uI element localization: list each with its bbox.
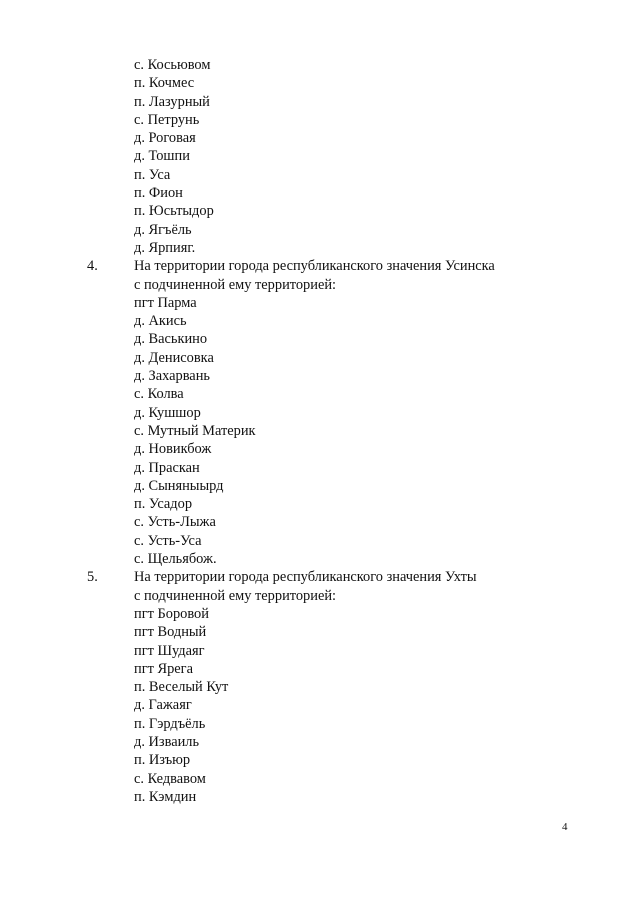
list-item bbox=[0, 404, 640, 422]
list-item bbox=[0, 56, 640, 74]
list-item bbox=[0, 696, 640, 714]
list-item bbox=[0, 660, 640, 678]
list-item bbox=[0, 770, 640, 788]
settlement-name: п. Изъюр bbox=[134, 752, 191, 769]
settlement-name: с. Усть-Лыжа bbox=[134, 514, 216, 531]
settlement-name: д. Ярпияг. bbox=[134, 239, 196, 256]
list-item bbox=[0, 513, 640, 531]
settlement-name: п. Веселый Кут bbox=[134, 679, 229, 696]
settlement-name: с. Косьювом bbox=[134, 57, 211, 73]
list-item bbox=[0, 184, 640, 202]
list-item bbox=[0, 166, 640, 184]
list-item bbox=[0, 788, 640, 806]
list-item bbox=[0, 367, 640, 385]
section-number: 4. bbox=[87, 258, 98, 275]
settlement-name: п. Уса bbox=[134, 166, 171, 183]
list-item bbox=[0, 623, 640, 641]
list-item bbox=[0, 532, 640, 550]
settlement-name: д. Тошпи bbox=[134, 148, 190, 165]
list-item bbox=[0, 733, 640, 751]
settlement-name: с. Мутный Материк bbox=[134, 422, 256, 439]
list-item bbox=[0, 349, 640, 367]
list-item bbox=[0, 93, 640, 111]
list-item bbox=[0, 678, 640, 696]
list-item bbox=[0, 715, 640, 733]
settlement-name: д. Изваиль bbox=[134, 733, 200, 750]
list-item bbox=[0, 422, 640, 440]
section-heading-line bbox=[0, 257, 640, 275]
settlement-name: п. Кочмес bbox=[134, 75, 195, 92]
settlement-name: п. Лазурный bbox=[134, 93, 210, 110]
settlement-name: с. Усть-Уса bbox=[134, 532, 202, 549]
list-item bbox=[0, 294, 640, 312]
list-item bbox=[0, 330, 640, 348]
settlement-name: д. Акись bbox=[134, 313, 187, 330]
settlement-name: д. Роговая bbox=[134, 130, 196, 147]
settlement-list bbox=[0, 56, 640, 806]
settlement-name: с. Петрунь bbox=[134, 111, 200, 128]
list-item bbox=[0, 751, 640, 769]
list-item bbox=[0, 129, 640, 147]
list-item bbox=[0, 605, 640, 623]
list-item bbox=[0, 642, 640, 660]
settlement-name: пгт Боровой bbox=[134, 605, 209, 622]
section-heading-line bbox=[0, 568, 640, 586]
settlement-name: д. Кушшор bbox=[134, 404, 201, 421]
settlement-name: д. Сыняныырд bbox=[134, 477, 224, 494]
list-item bbox=[0, 239, 640, 257]
settlement-name: д. Новикбож bbox=[134, 441, 212, 458]
list-item bbox=[0, 74, 640, 92]
list-item bbox=[0, 276, 640, 294]
settlement-name: с подчиненной ему территорией: bbox=[134, 587, 337, 604]
settlement-name: с. Щельябож. bbox=[134, 551, 217, 568]
list-item bbox=[0, 550, 640, 568]
page-number: 4 bbox=[562, 821, 568, 833]
settlement-name: пгт Шудаяг bbox=[134, 642, 205, 659]
list-item bbox=[0, 440, 640, 458]
settlement-name: д. Гажаяг bbox=[134, 697, 192, 714]
settlement-name: с. Кедвавом bbox=[134, 770, 206, 787]
list-item bbox=[0, 477, 640, 495]
settlement-name: д. Праскан bbox=[134, 459, 200, 476]
settlement-name: п. Усадор bbox=[134, 496, 193, 513]
settlement-name: п. Гэрдъёль bbox=[134, 715, 206, 732]
list-item bbox=[0, 221, 640, 239]
section-heading-text: На территории города республиканского значения Усинска bbox=[134, 258, 495, 275]
section-number: 5. bbox=[87, 569, 98, 586]
section-heading-text: На территории города республиканского значения Ухты bbox=[134, 569, 477, 586]
settlement-name: пгт Водный bbox=[134, 624, 207, 641]
settlement-name: п. Кэмдин bbox=[134, 788, 197, 805]
settlement-name: пгт Парма bbox=[134, 294, 197, 311]
list-item bbox=[0, 202, 640, 220]
list-item bbox=[0, 147, 640, 165]
list-item bbox=[0, 495, 640, 513]
settlement-name: д. Денисовка bbox=[134, 349, 214, 366]
settlement-name: с подчиненной ему территорией: bbox=[134, 276, 337, 293]
list-item bbox=[0, 587, 640, 605]
list-item bbox=[0, 111, 640, 129]
settlement-name: д. Васькино bbox=[134, 331, 208, 348]
settlement-name: д. Захарвань bbox=[134, 368, 210, 385]
settlement-name: с. Колва bbox=[134, 386, 184, 403]
settlement-name: д. Ягъёль bbox=[134, 221, 192, 238]
list-item bbox=[0, 385, 640, 403]
list-item bbox=[0, 312, 640, 330]
settlement-name: пгт Ярега bbox=[134, 660, 193, 677]
list-item bbox=[0, 459, 640, 477]
settlement-name: п. Юсьтыдор bbox=[134, 203, 214, 220]
settlement-name: п. Фион bbox=[134, 185, 183, 202]
